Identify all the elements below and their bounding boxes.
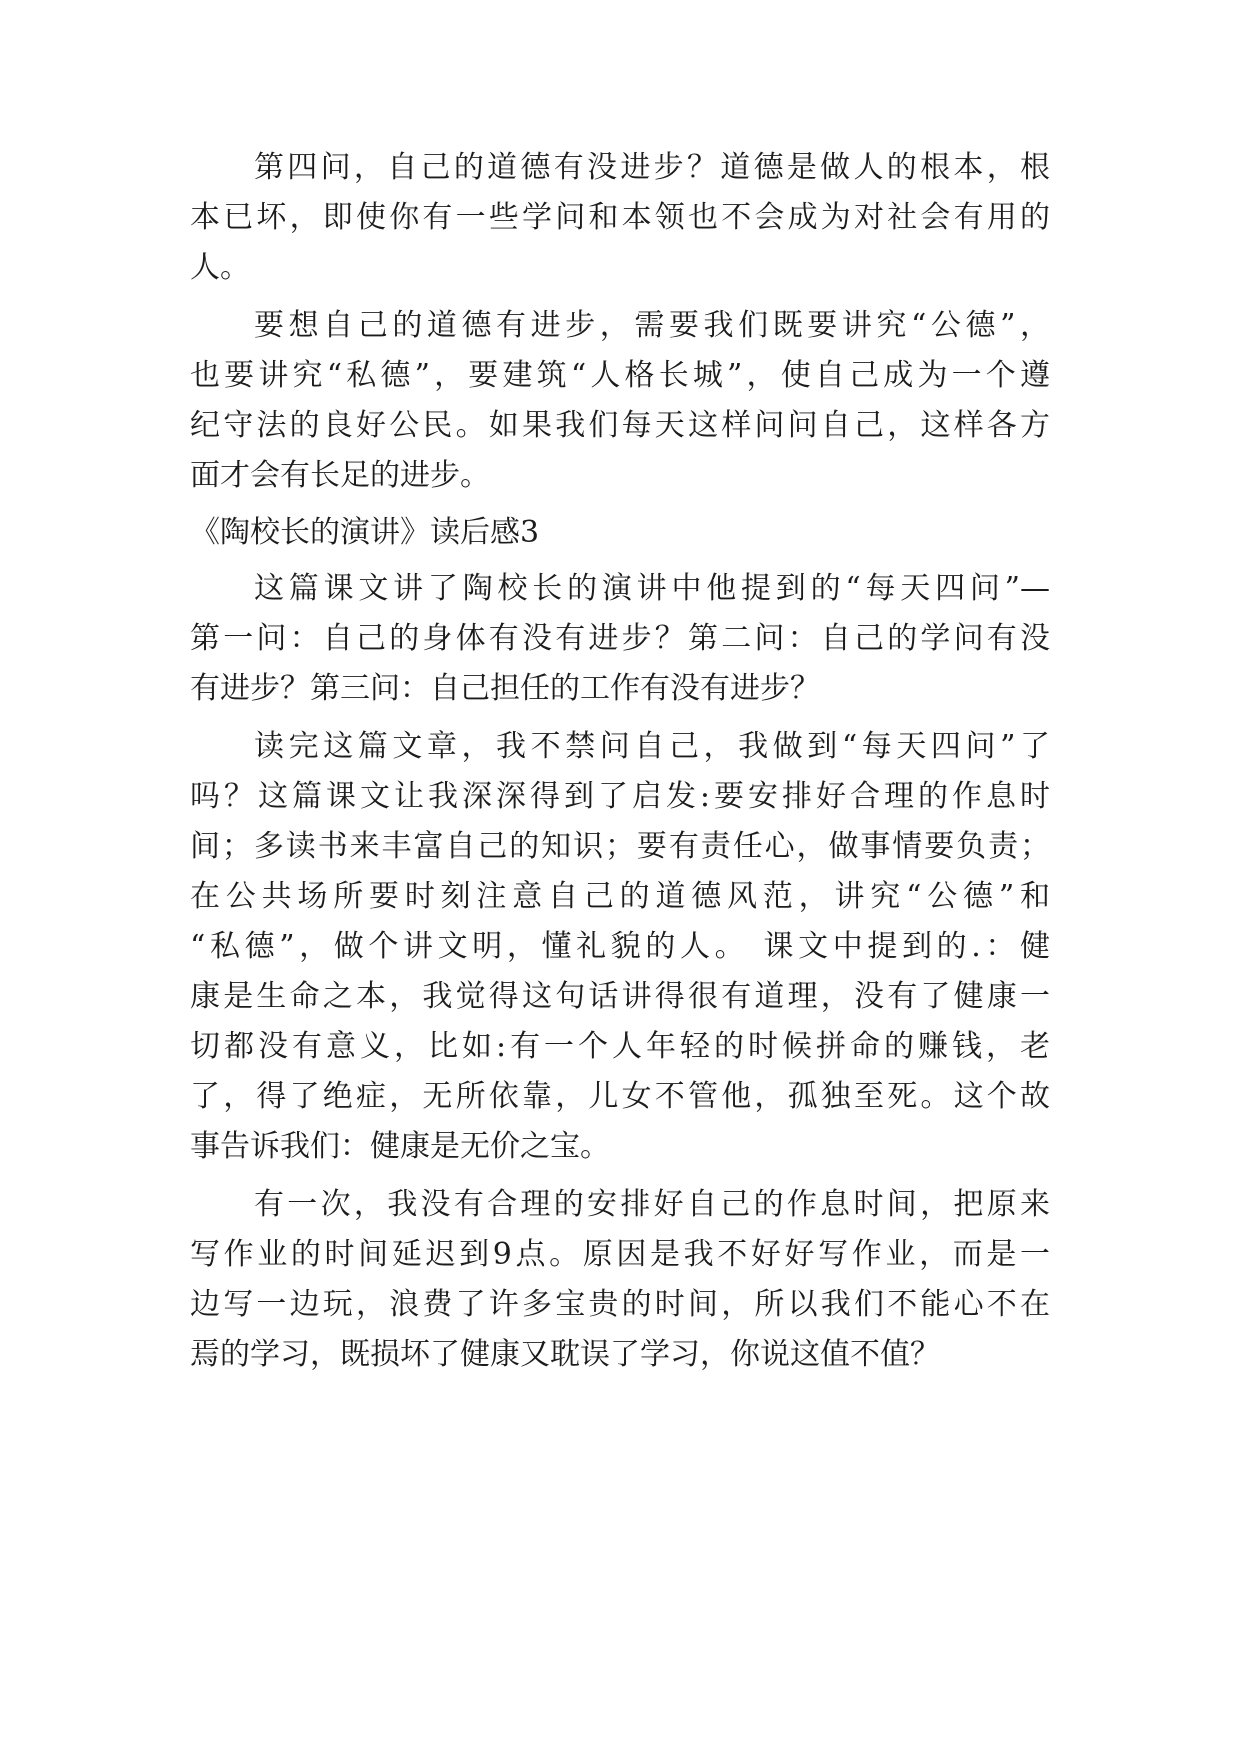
paragraph-line: 焉的学习，既损坏了健康又耽误了学习，你说这值不值？ — [190, 1337, 940, 1372]
paragraph-line: 吗？这篇课文让我深深得到了启发:要安排好合理的作息时 — [190, 779, 1050, 814]
paragraph-line: 本已坏，即使你有一些学问和本领也不会成为对社会有用的 — [190, 200, 1050, 235]
paragraph-line: 康是生命之本，我觉得这句话讲得很有道理，没有了健康一 — [190, 979, 1050, 1014]
paragraph-line: 纪守法的良好公民。如果我们每天这样问问自己，这样各方 — [190, 408, 1050, 443]
paragraph-line: 了，得了绝症，无所依靠，儿女不管他，孤独至死。这个故 — [190, 1079, 1050, 1114]
paragraph-line: 有进步？第三问：自己担任的工作有没有进步？ — [190, 671, 820, 706]
paragraph-line: 也要讲究“私德”，要建筑“人格长城”，使自己成为一个遵 — [190, 358, 1050, 393]
section-heading: 《陶校长的演讲》读后感3 — [190, 515, 540, 550]
paragraph-line: 切都没有意义，比如:有一个人年轻的时候拼命的赚钱，老 — [190, 1029, 1050, 1064]
paragraph-line: 读完这篇文章，我不禁问自己，我做到“每天四问”了 — [254, 729, 1050, 764]
paragraph-line: 在公共场所要时刻注意自己的道德风范，讲究“公德”和 — [190, 879, 1050, 914]
paragraph-line: 第一问：自己的身体有没有进步？第二问：自己的学问有没 — [190, 621, 1050, 656]
paragraph-line: 事告诉我们：健康是无价之宝。 — [190, 1129, 610, 1164]
paragraph-line: 第四问，自己的道德有没进步？道德是做人的根本，根 — [254, 150, 1050, 185]
paragraph-line: “私德”，做个讲文明，懂礼貌的人。 课文中提到的.：健 — [190, 929, 1050, 964]
paragraph-line: 边写一边玩，浪费了许多宝贵的时间，所以我们不能心不在 — [190, 1287, 1050, 1322]
paragraph-line: 这篇课文讲了陶校长的演讲中他提到的“每天四问”— — [254, 571, 1050, 606]
paragraph-line: 人。 — [190, 250, 250, 285]
paragraph-line: 间；多读书来丰富自己的知识；要有责任心，做事情要负责； — [190, 829, 1050, 864]
paragraph-line: 有一次，我没有合理的安排好自己的作息时间，把原来 — [254, 1187, 1050, 1222]
paragraph-line: 写作业的时间延迟到9点。原因是我不好好写作业，而是一 — [190, 1237, 1050, 1272]
paragraph-line: 面才会有长足的进步。 — [190, 458, 490, 493]
paragraph-line: 要想自己的道德有进步，需要我们既要讲究“公德”， — [254, 308, 1050, 343]
